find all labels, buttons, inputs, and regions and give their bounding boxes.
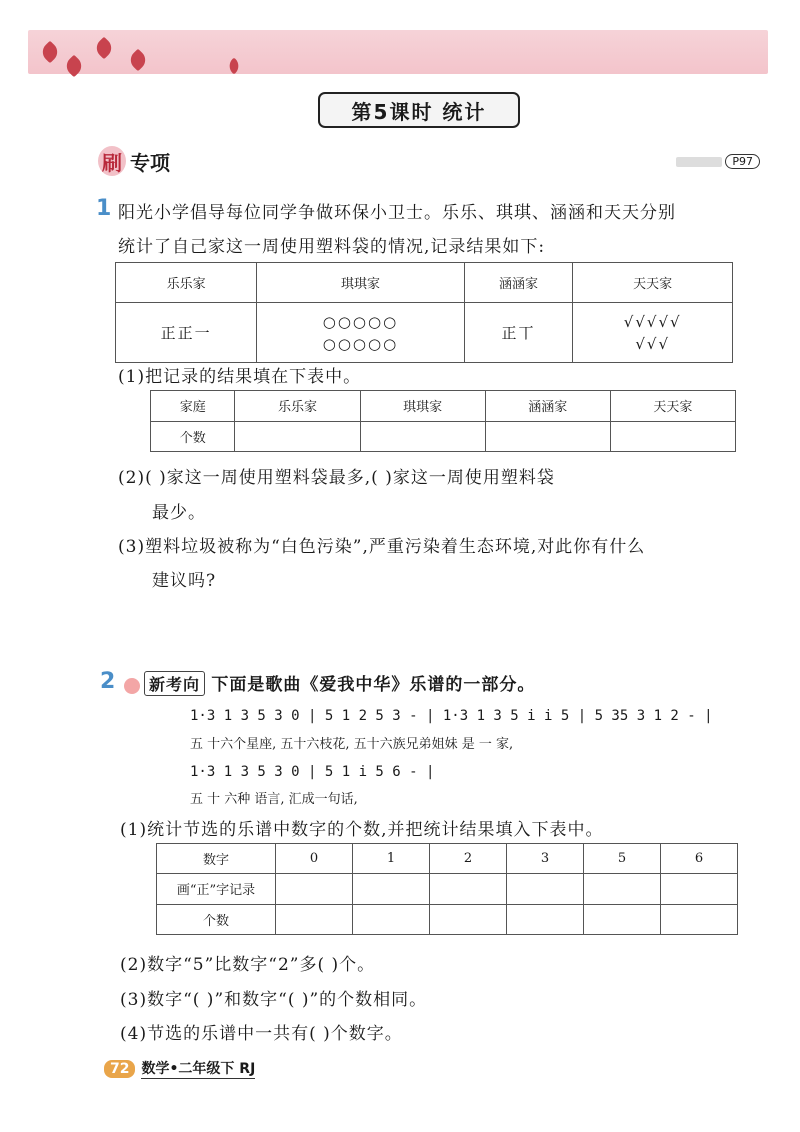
sub-question: (1)统计节选的乐谱中数字的个数,并把统计结果填入下表中。 — [120, 820, 604, 840]
question-text: 下面是歌曲《爱我中华》乐谱的一部分。 — [211, 675, 536, 695]
table-header: 0 — [276, 844, 353, 874]
record-header: 琪琪家 — [257, 263, 465, 303]
music-notation: 1·3 1 3 5 3 0 | 5 1 i 5 6 - | — [190, 764, 435, 780]
sub-question: (2)( )家这一周使用塑料袋最多,( )家这一周使用塑料袋 — [118, 468, 555, 488]
table-header: 乐乐家 — [235, 391, 360, 422]
section-header — [98, 146, 170, 176]
sub-question: (2)数字“5”比数字“2”多( )个。 — [120, 955, 376, 975]
sub-question: (1)把记录的结果填在下表中。 — [118, 367, 362, 387]
answer-cell[interactable] — [276, 904, 353, 934]
book-label: 数学•二年级下 RJ — [141, 1058, 255, 1079]
question-text: 统计了自己家这一周使用塑料袋的情况,记录结果如下: — [118, 237, 546, 257]
question-number: 2 — [100, 669, 116, 694]
table-header: 数字 — [157, 844, 276, 874]
record-header: 涵涵家 — [464, 263, 573, 303]
table-header: 涵涵家 — [485, 391, 610, 422]
question-text: 阳光小学倡导每位同学争做环保小卫士。乐乐、琪琪、涵涵和天天分别 — [118, 203, 676, 223]
answer-cell[interactable] — [661, 874, 738, 904]
answer-cell[interactable] — [661, 904, 738, 934]
digit-count-table — [156, 843, 738, 935]
sub-question: 建议吗? — [152, 571, 217, 591]
record-value: 正正一 — [116, 303, 257, 363]
page-number: 72 — [104, 1060, 135, 1078]
table-header: 1 — [353, 844, 430, 874]
answer-cell[interactable] — [610, 421, 735, 452]
record-header: 乐乐家 — [116, 263, 257, 303]
page-footer — [104, 1058, 255, 1079]
answer-cell[interactable] — [235, 421, 360, 452]
question-number: 1 — [96, 196, 112, 221]
shua-icon: 刷 — [98, 146, 126, 176]
record-value: 正丅 — [464, 303, 573, 363]
answer-cell[interactable] — [485, 421, 610, 452]
fill-table — [150, 390, 736, 452]
sub-question: (3)塑料垃圾被称为“白色污染”,严重污染着生态环境,对此你有什么 — [118, 537, 646, 557]
sub-question: (3)数字“( )”和数字“( )”的个数相同。 — [120, 990, 428, 1010]
table-header: 5 — [584, 844, 661, 874]
new-direction-badge: 新考向 — [144, 671, 205, 696]
row-label: 画“正”字记录 — [157, 874, 276, 904]
record-value: √√√√√ √√√ — [573, 303, 733, 363]
section-title: 专项 — [130, 150, 170, 175]
lyrics: 五 十 六种 语言, 汇成一句话, — [190, 792, 358, 807]
table-header: 天天家 — [610, 391, 735, 422]
lesson-title: 第5课时 统计 — [318, 92, 520, 128]
answer-cell[interactable] — [507, 874, 584, 904]
book-icon — [676, 157, 722, 167]
page-reference — [676, 154, 760, 169]
answer-cell[interactable] — [430, 904, 507, 934]
sub-question: (4)节选的乐谱中一共有( )个数字。 — [120, 1024, 403, 1044]
answer-cell[interactable] — [276, 874, 353, 904]
answer-cell[interactable] — [584, 904, 661, 934]
table-header: 6 — [661, 844, 738, 874]
table-header: 3 — [507, 844, 584, 874]
reference-page: P97 — [725, 154, 760, 169]
answer-cell[interactable] — [507, 904, 584, 934]
answer-cell[interactable] — [353, 904, 430, 934]
lyrics: 五 十六个星座, 五十六枝花, 五十六族兄弟姐妹 是 一 家, — [190, 737, 514, 752]
table-header: 琪琪家 — [360, 391, 485, 422]
pen-icon — [124, 678, 140, 694]
row-label: 个数 — [151, 421, 235, 452]
row-label: 个数 — [157, 904, 276, 934]
table-header: 家庭 — [151, 391, 235, 422]
question-intro-row — [120, 670, 535, 696]
answer-cell[interactable] — [353, 874, 430, 904]
answer-cell[interactable] — [430, 874, 507, 904]
music-notation: 1·3 1 3 5 3 0 | 5 1 2 5 3 - | 1·3 1 3 5 i i 5 | 5 35 3 1 2 - | — [190, 708, 713, 724]
record-table — [115, 262, 733, 363]
record-header: 天天家 — [573, 263, 733, 303]
answer-cell[interactable] — [584, 874, 661, 904]
record-value: ○○○○○ ○○○○○ — [257, 303, 465, 363]
table-header: 2 — [430, 844, 507, 874]
sub-question: 最少。 — [152, 503, 206, 523]
answer-cell[interactable] — [360, 421, 485, 452]
